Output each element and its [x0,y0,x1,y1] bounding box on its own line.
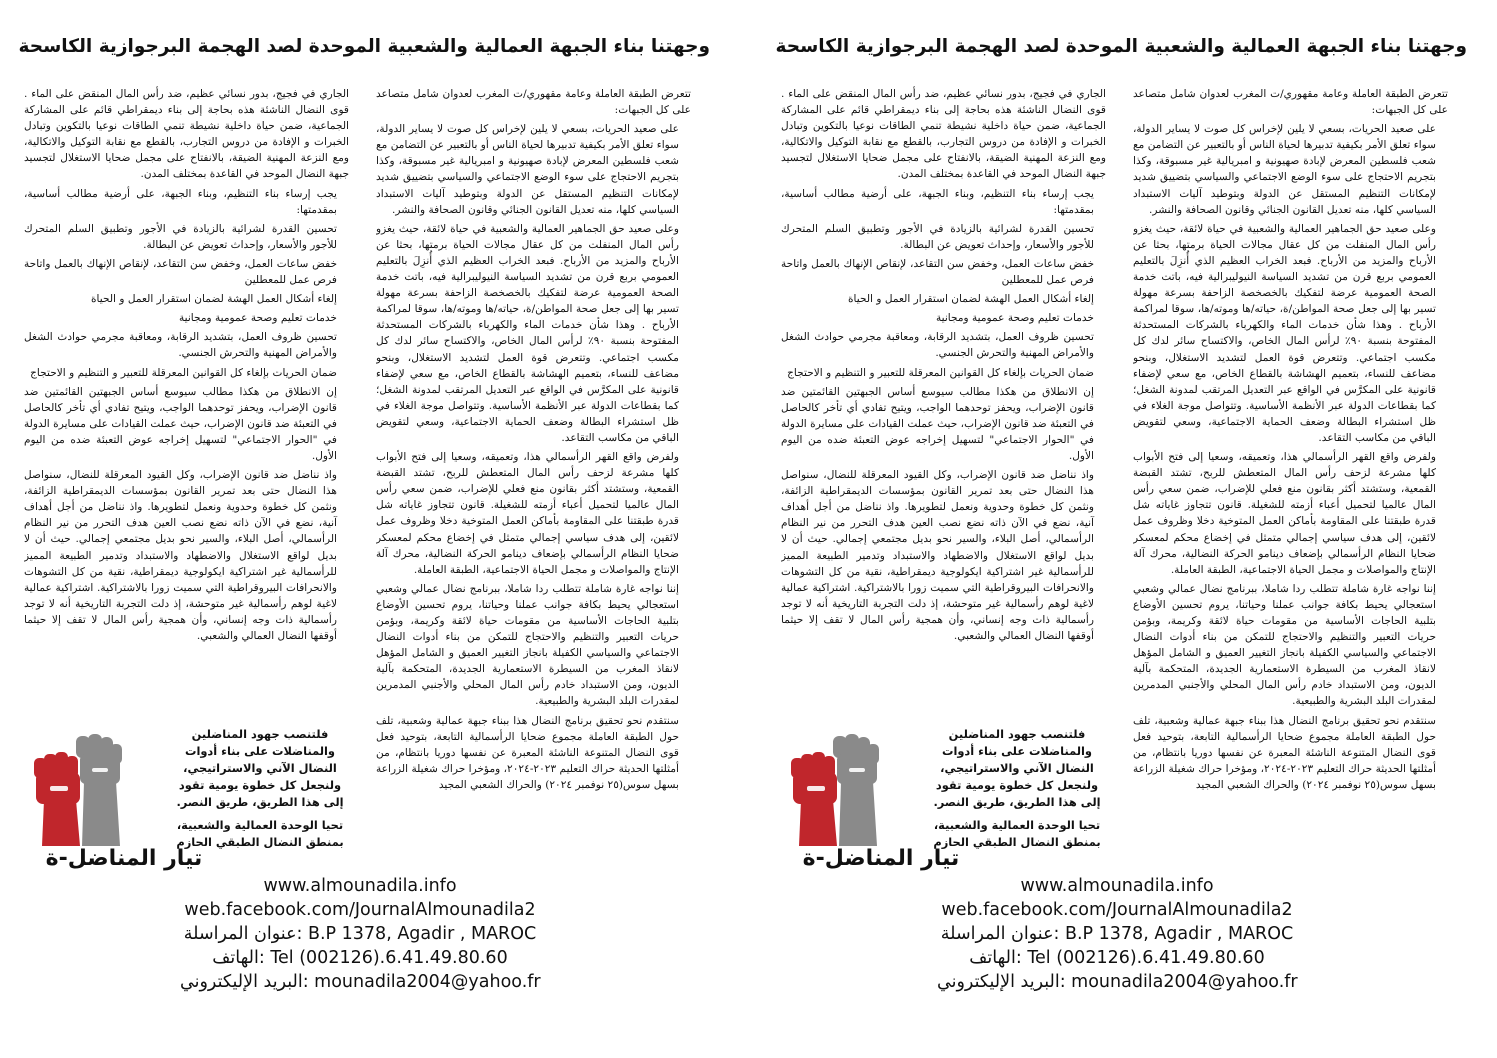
demand-item: تحسين ظروف العمل، بتشديد الرقابة، ومعاقبة مجرمي حوادث الشغل والأمراض المهنية والتحرش الجنسي. [781,331,1094,360]
email-address[interactable]: البريد الإليكتروني: mounadila2004@yahoo.fr [180,972,541,992]
slogan-line: النضال الآني والاستراتيجي، [940,761,1094,775]
leaflet-page-left [0,0,740,1058]
demand-item: تحسين القدرة لشرائية بالزيادة في الأجور وتطبيق السلم المتحرك للأجور والأسعار، وإحداث تعويض عن البطالة. [24,222,337,251]
paragraph: واذ نناضل ضد قانون الإضراب، وكل القيود المعرقلة للنضال، سنواصل هذا النضال حتى بعد تمرير القانون بمؤسسات الديمقراطية الزائفة، ونثمن كل خطوة وحدوية ونعمل لتطويرها. واذ نناضل من أجل أهداف آنية، نضع في الآن ذاته نضع نصب العين هدف التحرر من نير النظام الرأسمالي، أصل البلاء، والسير نحو بديل مجتمعي إجمالي. حيث أن لا بديل لواقع الاستغلال والاضطهاد والاستبداد وتدمير الطبيعة المميز للرأسمالية غير اشتراكية ايكولوجية ديمقراطية، نقية من كل التشوهات والانحرافات البيروقراطية التي سميت زورا بالاشتراكية. اشتراكية عمالية لاغية لوهم رأسمالية غير متوحشة، إذ دلت التجربة التاريخية أنه لا توجد رأسمالية ذات وجه إنساني، وأن همجية رأس المال لا تقف إلا حيثما أوقفها النضال العمالي والشعبي. [24,469,337,642]
demand-item: إلغاء أشكال العمل الهشة لضمان استقرار العمل و الحياة [848,293,1094,306]
slogan-footer-line: تحيا الوحدة العمالية والشعبية، [176,818,344,832]
facebook-link[interactable]: web.facebook.com/JournalAlmounadila2 [184,900,536,920]
paragraph: ولفرض واقع القهر الرأسمالي هذا، وتعميقه، وسعيا إلى فتح الأبواب كلها مشرعة لزحف رأس المال المتعطش للربح، تشتد القبضة القمعية، وستشتد أكثر بقانون منع فعلي للإضراب، ضمن سعي رأس المال عالميا لتحميل أعباء أزمته للشغيلة. قانون تتجاوز غاياته شل قدرة طبقتنا على المقاومة بأماكن العمل المتوخية دخلا وظروف عمل لائقين، إلى هدف سياسي إجمالي متمثل في إخضاع محكم لمعسكر ضحايا النظام الرأسمالي بإضعاف دينامو الحركة النضالية، محرك آلة الإنتاج والمواصلات و مجمل الحياة الاجتماعية، الطبقة العاملة. [376,451,679,576]
paragraph: الجاري في فجيج، بدور نسائي عظيم، ضد رأس المال المنقض على الماء . قوى النضال الناشئة هذه بحاجة إلى بناء ديمقراطي قائم على المشاركة الجماعية، ضمن حياة داخلية نشيطة تنمي الطاقات نوعيا بالتكوين وتبادل الخبرات و الإفادة من دروس التجارب، بالقطع مع نقابة التوكيل والاتكالية، ومع النزعة المهنية الضيقة، بالانفتاح على مجمل ضحايا الاستغلال لتجسيد جبهة النضال الموحد في القاعدة بمختلف المدن. [781,88,1106,181]
slogan-block [160,726,360,851]
paragraph: على صعيد الحريات، بسعي لا يلين لإخراس كل صوت لا يساير الدولة، سواء تعلق الأمر بكيفية تدبيرها لحياة الناس أو بالتعبير عن التضامن مع شعب فلسطين المعرض لإبادة صهيونية و امبريالية غير مسبوقة، وكذا بتجريم الاحتجاج على سوء الوضع الاجتماعي والسياسي بتضييق شديد لإمكانات التنظيم المستقل عن الدولة وبتوطيد آليات الاستبداد السياسي كلها، منه تعديل القانون الجنائي وقانون الصحافة والنشر. [376,123,679,216]
paragraph: سنتقدم نحو تحقيق برنامج النضال هذا ببناء جبهة عمالية وشعبية، تلف حول الطبقة العاملة مجموع ضحايا الرأسمالية التابعة، بتوحيد فعل قوى النضال المتنوعة الناشئة المعبرة عن نفسها دوريا بانتظام، من أمثلتها الحديثة حراك التعليم ٢٠٢٣-٢٠٢٤، ومؤخرا حراك شغيلة الزراعة بسهل سوس(٢٥ نوفمبر ٢٠٢٤) والحراك الشعبي المجيد [1133,714,1436,791]
paragraph: ولفرض واقع القهر الرأسمالي هذا، وتعميقه، وسعيا إلى فتح الأبواب كلها مشرعة لزحف رأس المال المتعطش للربح، تشتد القبضة القمعية، وستشتد أكثر بقانون منع فعلي للإضراب، ضمن سعي رأس المال عالميا لتحميل أعباء أزمته للشغيلة. قانون تتجاوز غاياته شل قدرة طبقتنا على المقاومة بأماكن العمل المتوخية دخلا وظروف عمل لائقين، إلى هدف سياسي إجمالي متمثل في إخضاع محكم لمعسكر ضحايا النظام الرأسمالي بإضعاف دينامو الحركة النضالية، محرك آلة الإنتاج والمواصلات و مجمل الحياة الاجتماعية، الطبقة العاملة. [1133,451,1436,576]
slogan-line: فلتنصب جهود المناضلين [948,727,1086,741]
leaflet-title: وجهتنا بناء الجبهة العمالية والشعبية الموحدة لصد الهجمة البرجوازية الكاسحة [775,36,1467,57]
paragraph: وعلى صعيد حق الجماهير العمالية والشعبية في حياة لائقة، حيث يغزو رأس المال المنفلت من كل عقال مجالات الحياة برمتها، بحثا عن الأرباح والمزيد من الأرباح. فبعد الخراب العظيم الذي أُنزِلَ بالتعليم العمومي بربع قرن من تشديد السياسة النيوليبرالية فيه، باتت خدمة الصحة العمومية عرضة لتفكيك بالخصخصة الزاحفة بسرعة مهولة تسير بها إلى جعل صحة المواطن/ة، حياته/ها وموته/ها، سوقا لمراكمة الأرباح . وهذا شأن خدمات الماء والكهرباء بالشركات المستحدثة المفتوحة بنسبة ٩٠٪ لرأس المال الخاص، والاكتساح سائر لدك كل مكسب اجتماعي. وتتعرض قوة العمل لتشديد الاستغلال، وبنحو مضاعف للنساء، بتعميم الهشاشة بالقطاع الخاص، مع سعي لإضفاء قانونية على المكرَّس في الواقع عبر التعديل المرتقب لمدونة الشغل؛ كما بقطاعات الدولة عبر الأنظمة الأساسية. وتتواصل موجة الغلاء في ظل استشراء البطالة وضعف الحماية الاجتماعية، وسعي لتقويض الباقي من مكاسب التقاعد. [376,222,679,444]
postal-address: عنوان المراسلة: B.P 1378, Agadir , MAROC [183,924,537,944]
demand-item: خدمات تعليم وصحة عمومية ومجانية [178,312,337,325]
slogan-footer-line: بمنطق النضال الطبقي الحازم [933,835,1101,849]
slogan-line: إلى هذا الطريق، طريق النصر. [933,795,1101,809]
slogan-line: النضال الآني والاستراتيجي، [183,761,337,775]
raised-fists-logo [24,728,134,848]
slogan-footer-line: بمنطق النضال الطبقي الحازم [176,835,344,849]
demand-item: تحسين القدرة لشرائية بالزيادة في الأجور وتطبيق السلم المتحرك للأجور والأسعار، وإحداث تعويض عن البطالة. [781,222,1094,251]
raised-fists-logo [781,728,891,848]
demand-item: خفض ساعات العمل، وخفض سن التقاعد، لإنقاص الإنهاك بالعمل واتاحة فرص عمل للمعطلين [24,257,337,287]
contact-block [937,874,1297,994]
demand-item: إلغاء أشكال العمل الهشة لضمان استقرار العمل و الحياة [91,293,337,306]
column-left-text [24,86,349,714]
column-right-text [1133,86,1448,881]
website-link[interactable]: www.almounadila.info [1020,876,1214,896]
website-link[interactable]: www.almounadila.info [263,876,457,896]
paragraph: واذ نناضل ضد قانون الإضراب، وكل القيود المعرقلة للنضال، سنواصل هذا النضال حتى بعد تمرير القانون بمؤسسات الديمقراطية الزائفة، ونثمن كل خطوة وحدوية ونعمل لتطويرها. واذ نناضل من أجل أهداف آنية، نضع في الآن ذاته نضع نصب العين هدف التحرر من نير النظام الرأسمالي، أصل البلاء، والسير نحو بديل مجتمعي إجمالي. حيث أن لا بديل لواقع الاستغلال والاضطهاد والاستبداد وتدمير الطبيعة المميز للرأسمالية غير اشتراكية ايكولوجية ديمقراطية، نقية من كل التشوهات والانحرافات البيروقراطية التي سميت زورا بالاشتراكية. اشتراكية عمالية لاغية لوهم رأسمالية غير متوحشة، إذ دلت التجربة التاريخية أنه لا توجد رأسمالية ذات وجه إنساني، وأن همجية رأس المال لا تقف إلا حيثما أوقفها النضال العمالي والشعبي. [781,469,1094,642]
paragraph: وعلى صعيد حق الجماهير العمالية والشعبية في حياة لائقة، حيث يغزو رأس المال المنفلت من كل عقال مجالات الحياة برمتها، بحثا عن الأرباح والمزيد من الأرباح. فبعد الخراب العظيم الذي أُنزِلَ بالتعليم العمومي بربع قرن من تشديد السياسة النيوليبرالية فيه، باتت خدمة الصحة العمومية عرضة لتفكيك بالخصخصة الزاحفة بسرعة مهولة تسير بها إلى جعل صحة المواطن/ة، حياته/ها وموته/ها، سوقا لمراكمة الأرباح . وهذا شأن خدمات الماء والكهرباء بالشركات المستحدثة المفتوحة بنسبة ٩٠٪ لرأس المال الخاص، والاكتساح سائر لدك كل مكسب اجتماعي. وتتعرض قوة العمل لتشديد الاستغلال، وبنحو مضاعف للنساء، بتعميم الهشاشة بالقطاع الخاص، مع سعي لإضفاء قانونية على المكرَّس في الواقع عبر التعديل المرتقب لمدونة الشغل؛ كما بقطاعات الدولة عبر الأنظمة الأساسية. وتتواصل موجة الغلاء في ظل استشراء البطالة وضعف الحماية الاجتماعية، وسعي لتقويض الباقي من مكاسب التقاعد. [1133,222,1436,444]
slogan-line: والمناضلات على بناء أدوات [185,744,335,758]
slogan-line: والمناضلات على بناء أدوات [942,744,1092,758]
column-left-text [781,86,1106,714]
demand-item: ضمان الحريات بإلغاء كل القوانين المعرقلة للتعبير و التنظيم و الاحتجاج [30,366,337,379]
paragraph: على صعيد الحريات، بسعي لا يلين لإخراس كل صوت لا يساير الدولة، سواء تعلق الأمر بكيفية تدبيرها لحياة الناس أو بالتعبير عن التضامن مع شعب فلسطين المعرض لإبادة صهيونية و امبريالية غير مسبوقة، وكذا بتجريم الاحتجاج على سوء الوضع الاجتماعي والسياسي بتضييق شديد لإمكانات التنظيم المستقل عن الدولة وبتوطيد آليات الاستبداد السياسي كلها، منه تعديل القانون الجنائي وقانون الصحافة والنشر. [1133,123,1436,216]
paragraph: تتعرض الطبقة العاملة وعامة مقهوري/ت المغرب لعدوان شامل متصاعد على كل الجبهات: [1133,88,1448,117]
email-address[interactable]: البريد الإليكتروني: mounadila2004@yahoo.fr [937,972,1298,992]
paragraph: إن الانطلاق من هكذا مطالب سيوسع أساس الجبهتين القائمتين ضد قانون الإضراب، ويحفز توحدهما الواجب، ويتيح تفادي أي تأخر كالحاصل في التعبئة ضد قانون الإضراب، حيث عملت القيادات على مسايرة الدولة في "الحوار الاجتماعي" لتسهيل إخراجه عوض التعبئة ضده من اليوم الأول. [24,385,337,462]
contact-block [180,874,540,994]
slogan-line: ولنجعل كل خطوة يومية تقود [178,778,342,792]
slogan-line: فلتنصب جهود المناضلين [191,727,329,741]
paragraph: الجاري في فجيج، بدور نسائي عظيم، ضد رأس المال المنقض على الماء . قوى النضال الناشئة هذه بحاجة إلى بناء ديمقراطي قائم على المشاركة الجماعية، ضمن حياة داخلية نشيطة تنمي الطاقات نوعيا بالتكوين وتبادل الخبرات و الإفادة من دروس التجارب، بالقطع مع نقابة التوكيل والاتكالية، ومع النزعة المهنية الضيقة، بالانفتاح على مجمل ضحايا الاستغلال لتجسيد جبهة النضال الموحد في القاعدة بمختلف المدن. [24,88,349,181]
phone-number: الهاتف: Tel (002126).6.41.49.80.60 [969,948,1265,968]
paragraph: تتعرض الطبقة العاملة وعامة مقهوري/ت المغرب لعدوان شامل متصاعد على كل الجبهات: [376,88,691,117]
slogan-footer-line: تحيا الوحدة العمالية والشعبية، [933,818,1101,832]
leaflet-title: وجهتنا بناء الجبهة العمالية والشعبية الموحدة لصد الهجمة البرجوازية الكاسحة [18,36,710,57]
demand-item: ضمان الحريات بإلغاء كل القوانين المعرقلة للتعبير و التنظيم و الاحتجاج [787,366,1094,379]
paragraph: إننا نواجه غارة شاملة تتطلب ردا شاملا، ببرنامج نضال عمالي وشعبي استعجالي يحيط بكافة جوانب عملنا وحياتنا، يروم تحسين الأوضاع بتلبية الحاجات الأساسية من مقومات حياة لائقة وكريمة، وبؤمن حريات التعبير والتنظيم والاحتجاج للتمكن من بناء أدوات النضال الاجتماعي والسياسي الكفيلة بانجاز التغيير العميق و الشامل المؤهل لانقاذ المغرب من السيطرة الاستعمارية الجديدة، المتحكمة بآلية الديون، ومن الاستبداد خادم رأس المال المحلي والأجنبي المدمرين لمقدرات البلد البشرية والطبيعية. [1133,582,1436,708]
phone-number: الهاتف: Tel (002126).6.41.49.80.60 [212,948,508,968]
brand-name: تيار المناضل-ة [45,846,203,871]
demand-item: خفض ساعات العمل، وخفض سن التقاعد، لإنقاص الإنهاك بالعمل واتاحة فرص عمل للمعطلين [781,257,1094,287]
column-right-text [376,86,691,881]
slogan-line: إلى هذا الطريق، طريق النصر. [176,795,344,809]
demand-item: تحسين ظروف العمل، بتشديد الرقابة، ومعاقبة مجرمي حوادث الشغل والأمراض المهنية والتحرش الجنسي. [24,331,337,360]
demand-item: خدمات تعليم وصحة عمومية ومجانية [935,312,1094,325]
leaflet-page-right [757,0,1497,1058]
brand-name: تيار المناضل-ة [802,846,960,871]
slogan-line: ولنجعل كل خطوة يومية تقود [935,778,1099,792]
paragraph: إننا نواجه غارة شاملة تتطلب ردا شاملا، ببرنامج نضال عمالي وشعبي استعجالي يحيط بكافة جوانب عملنا وحياتنا، يروم تحسين الأوضاع بتلبية الحاجات الأساسية من مقومات حياة لائقة وكريمة، وبؤمن حريات التعبير والتنظيم والاحتجاج للتمكن من بناء أدوات النضال الاجتماعي والسياسي الكفيلة بانجاز التغيير العميق و الشامل المؤهل لانقاذ المغرب من السيطرة الاستعمارية الجديدة، المتحكمة بآلية الديون، ومن الاستبداد خادم رأس المال المحلي والأجنبي المدمرين لمقدرات البلد البشرية والطبيعية. [376,582,679,708]
paragraph: يجب إرساء بناء التنظيم، وبناء الجبهة، على أرضية مطالب أساسية، بمقدمتها: [24,187,337,216]
slogan-block [917,726,1117,851]
paragraph: سنتقدم نحو تحقيق برنامج النضال هذا ببناء جبهة عمالية وشعبية، تلف حول الطبقة العاملة مجموع ضحايا الرأسمالية التابعة، بتوحيد فعل قوى النضال المتنوعة الناشئة المعبرة عن نفسها دوريا بانتظام، من أمثلتها الحديثة حراك التعليم ٢٠٢٣-٢٠٢٤، ومؤخرا حراك شغيلة الزراعة بسهل سوس(٢٥ نوفمبر ٢٠٢٤) والحراك الشعبي المجيد [376,714,679,791]
paragraph: يجب إرساء بناء التنظيم، وبناء الجبهة، على أرضية مطالب أساسية، بمقدمتها: [781,187,1094,216]
paragraph: إن الانطلاق من هكذا مطالب سيوسع أساس الجبهتين القائمتين ضد قانون الإضراب، ويحفز توحدهما الواجب، ويتيح تفادي أي تأخر كالحاصل في التعبئة ضد قانون الإضراب، حيث عملت القيادات على مسايرة الدولة في "الحوار الاجتماعي" لتسهيل إخراجه عوض التعبئة ضده من اليوم الأول. [781,385,1094,462]
postal-address: عنوان المراسلة: B.P 1378, Agadir , MAROC [940,924,1294,944]
facebook-link[interactable]: web.facebook.com/JournalAlmounadila2 [941,900,1293,920]
